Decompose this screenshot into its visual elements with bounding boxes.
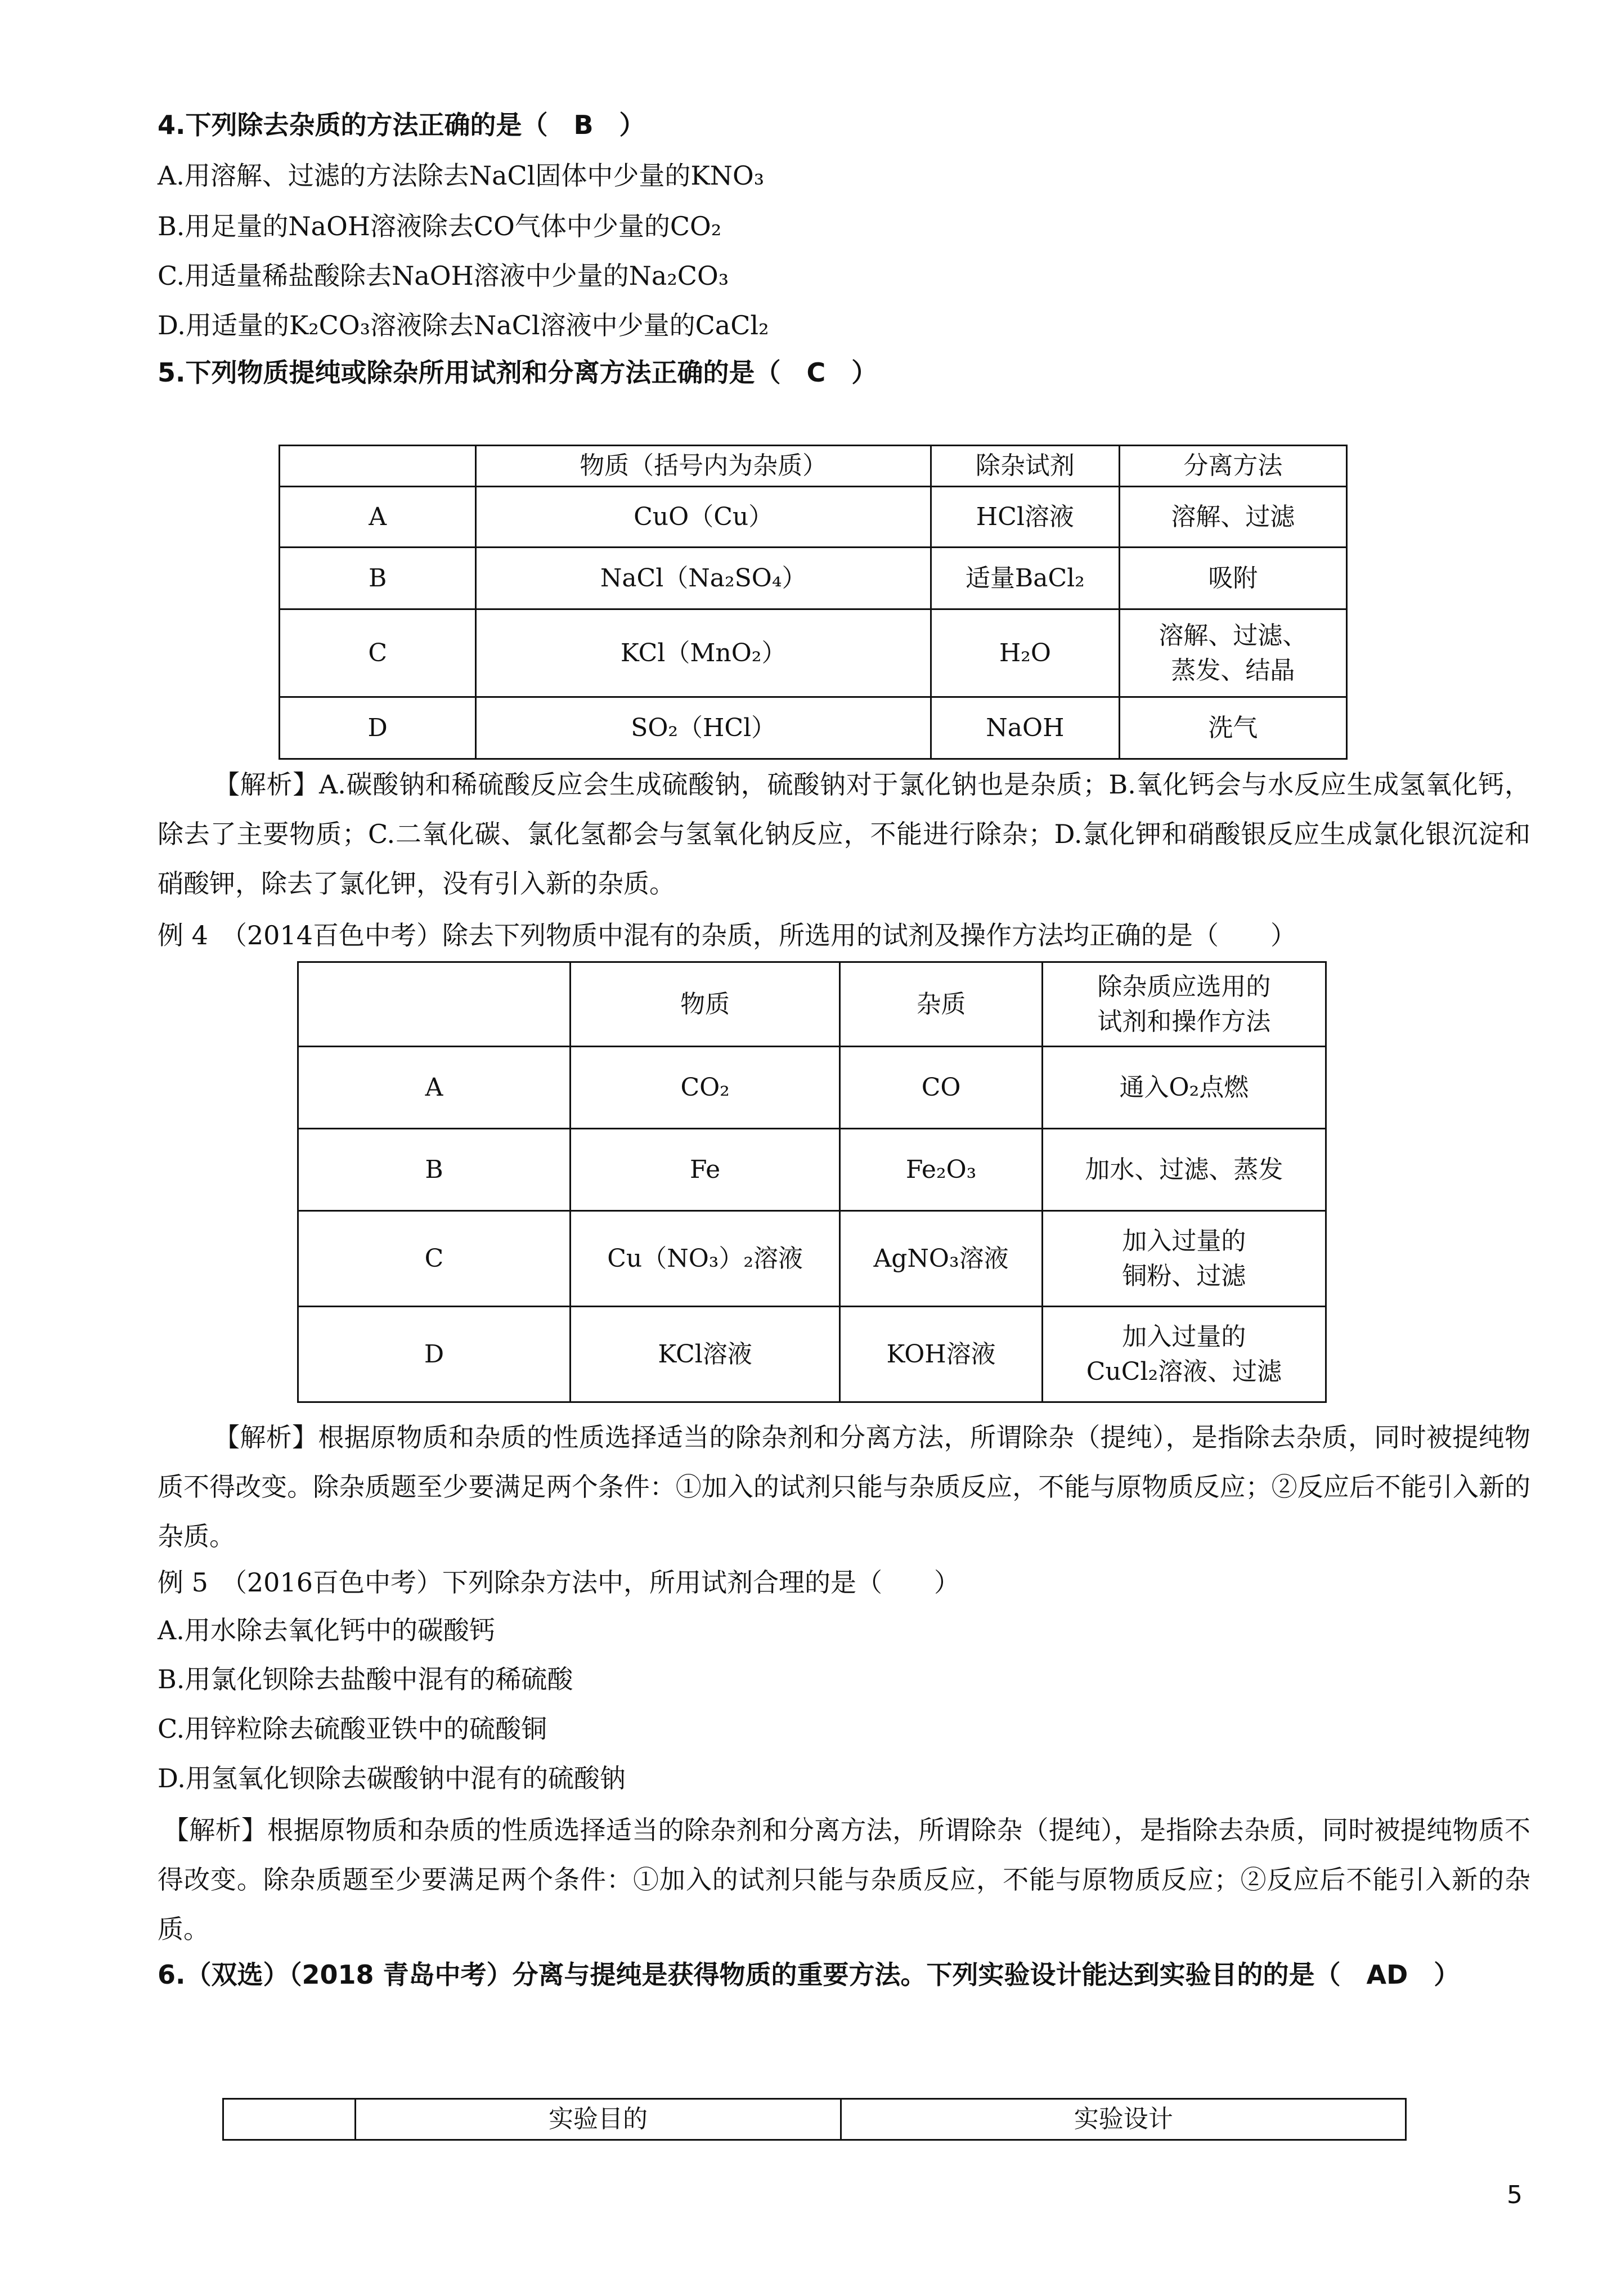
ex4-cell: Cu（NO₃）₂溶液 [570,1211,839,1307]
q4-option-a: A.用溶解、过滤的方法除去NaCl固体中少量的KNO₃ [158,160,765,191]
q5-cell: 吸附 [1119,548,1346,609]
ex4-header-cell: 杂质 [840,962,1043,1047]
ex4-header-cell [298,962,571,1047]
ex4-stem: 例 4 （2014百色中考）除去下列物质中混有的杂质，所选用的试剂及操作方法均正确的是（ ） [158,920,1296,950]
q5-header-cell: 物质（括号内为杂质） [476,446,931,487]
q6-stem: 6.（双选）（2018 青岛中考）分离与提纯是获得物质的重要方法。下列实验设计能达到实验目的的是（ AD ） [158,1959,1460,1990]
q5-cell: HCl溶液 [931,487,1120,548]
q5-cell: 溶解、过滤、 蒸发、结晶 [1119,609,1346,697]
ex4-cell: AgNO₃溶液 [840,1211,1043,1307]
q5-cell: C [280,609,476,697]
ex4-table-row [298,1047,1326,1129]
ex5-option-c: C.用锌粒除去硫酸亚铁中的硫酸铜 [158,1714,547,1744]
ex4-cell: 加入过量的 铜粉、过滤 [1042,1211,1326,1307]
q5-cell: A [280,487,476,548]
q5-analysis: 【解析】A.碳酸钠和稀硫酸反应会生成硫酸钠，硫酸钠对于氯化钠也是杂质；B.氧化钙会与水反应生成氢氧化钙，除去了主要物质；C.二氧化碳、氯化氢都会与氢氧化钠反应，不能进行除杂；D.氯化钾和硝酸银反应生成氯化银沉淀和硝酸钾，除去了氯化钾，没有引入新的杂质。 [158,769,1530,899]
ex4-cell: 加水、过滤、蒸发 [1042,1129,1326,1211]
q5-cell: H₂O [931,609,1120,697]
q5-cell: 洗气 [1119,697,1346,759]
q5-cell: 适量BaCl₂ [931,548,1120,609]
q5-cell: NaOH [931,697,1120,759]
q5-cell: NaCl（Na₂SO₄） [476,548,931,609]
q5-cell: 溶解、过滤 [1119,487,1346,548]
q5-header-cell: 除杂试剂 [931,446,1120,487]
q5-table-header-row [280,446,1347,487]
ex4-header-cell: 物质 [570,962,839,1047]
ex5-option-d: D.用氢氧化钡除去碳酸钠中混有的硫酸钠 [158,1763,626,1793]
q5-cell: SO₂（HCl） [476,697,931,759]
ex5-analysis: 【解析】根据原物质和杂质的性质选择适当的除杂剂和分离方法，所谓除杂（提纯），是指除去杂质，同时被提纯物质不得改变。除杂质题至少要满足两个条件：①加入的试剂只能与杂质反应，不能与原物质反应；②反应后不能引入新的杂质。 [158,1815,1530,1944]
ex4-table [297,961,1327,1403]
q5-header-cell [280,446,476,487]
ex4-cell: A [298,1047,571,1129]
q5-cell: D [280,697,476,759]
q6-table-header-row [223,2099,1406,2140]
ex4-cell: CO₂ [570,1047,839,1129]
q5-table [279,445,1348,760]
ex5-option-a: A.用水除去氧化钙中的碳酸钙 [158,1615,495,1645]
q5-cell: KCl（MnO₂） [476,609,931,697]
q5-header-cell: 分离方法 [1119,446,1346,487]
q6-header-cell [223,2099,356,2140]
q6-header-cell: 实验设计 [841,2099,1406,2140]
ex4-cell: 通入O₂点燃 [1042,1047,1326,1129]
q4-stem: 4.下列除去杂质的方法正确的是（ B ） [158,110,645,140]
ex4-table-row [298,1307,1326,1402]
ex4-cell: Fe₂O₃ [840,1129,1043,1211]
ex5-stem: 例 5 （2016百色中考）下列除杂方法中，所用试剂合理的是（ ） [158,1567,960,1598]
ex4-cell: 加入过量的 CuCl₂溶液、过滤 [1042,1307,1326,1402]
ex4-cell: Fe [570,1129,839,1211]
ex4-header-cell: 除杂质应选用的 试剂和操作方法 [1042,962,1326,1047]
q5-table-row [280,697,1347,759]
ex4-table-header-row [298,962,1326,1047]
ex5-option-b: B.用氯化钡除去盐酸中混有的稀硫酸 [158,1664,573,1694]
ex4-cell: D [298,1307,571,1402]
ex4-table-row [298,1211,1326,1307]
q6-header-cell: 实验目的 [355,2099,841,2140]
ex4-analysis: 【解析】根据原物质和杂质的性质选择适当的除杂剂和分离方法，所谓除杂（提纯），是指除去杂质，同时被提纯物质不得改变。除杂质题至少要满足两个条件：①加入的试剂只能与杂质反应，不能与原物质反应；②反应后不能引入新的杂质。 [158,1422,1530,1551]
ex4-cell: KOH溶液 [840,1307,1043,1402]
q5-cell: B [280,548,476,609]
q5-table-row [280,487,1347,548]
ex4-table-row [298,1129,1326,1211]
q5-cell: CuO（Cu） [476,487,931,548]
q4-option-b: B.用足量的NaOH溶液除去CO气体中少量的CO₂ [158,211,722,241]
q5-table-row [280,548,1347,609]
page-number: 5 [1507,2181,1523,2209]
ex4-cell: KCl溶液 [570,1307,839,1402]
q5-table-row [280,609,1347,697]
q4-option-d: D.用适量的K₂CO₃溶液除去NaCl溶液中少量的CaCl₂ [158,310,769,340]
ex4-cell: CO [840,1047,1043,1129]
q5-stem: 5.下列物质提纯或除杂所用试剂和分离方法正确的是（ C ） [158,357,878,388]
ex4-cell: B [298,1129,571,1211]
ex4-cell: C [298,1211,571,1307]
q6-table [222,2098,1407,2141]
q4-option-c: C.用适量稀盐酸除去NaOH溶液中少量的Na₂CO₃ [158,261,729,291]
